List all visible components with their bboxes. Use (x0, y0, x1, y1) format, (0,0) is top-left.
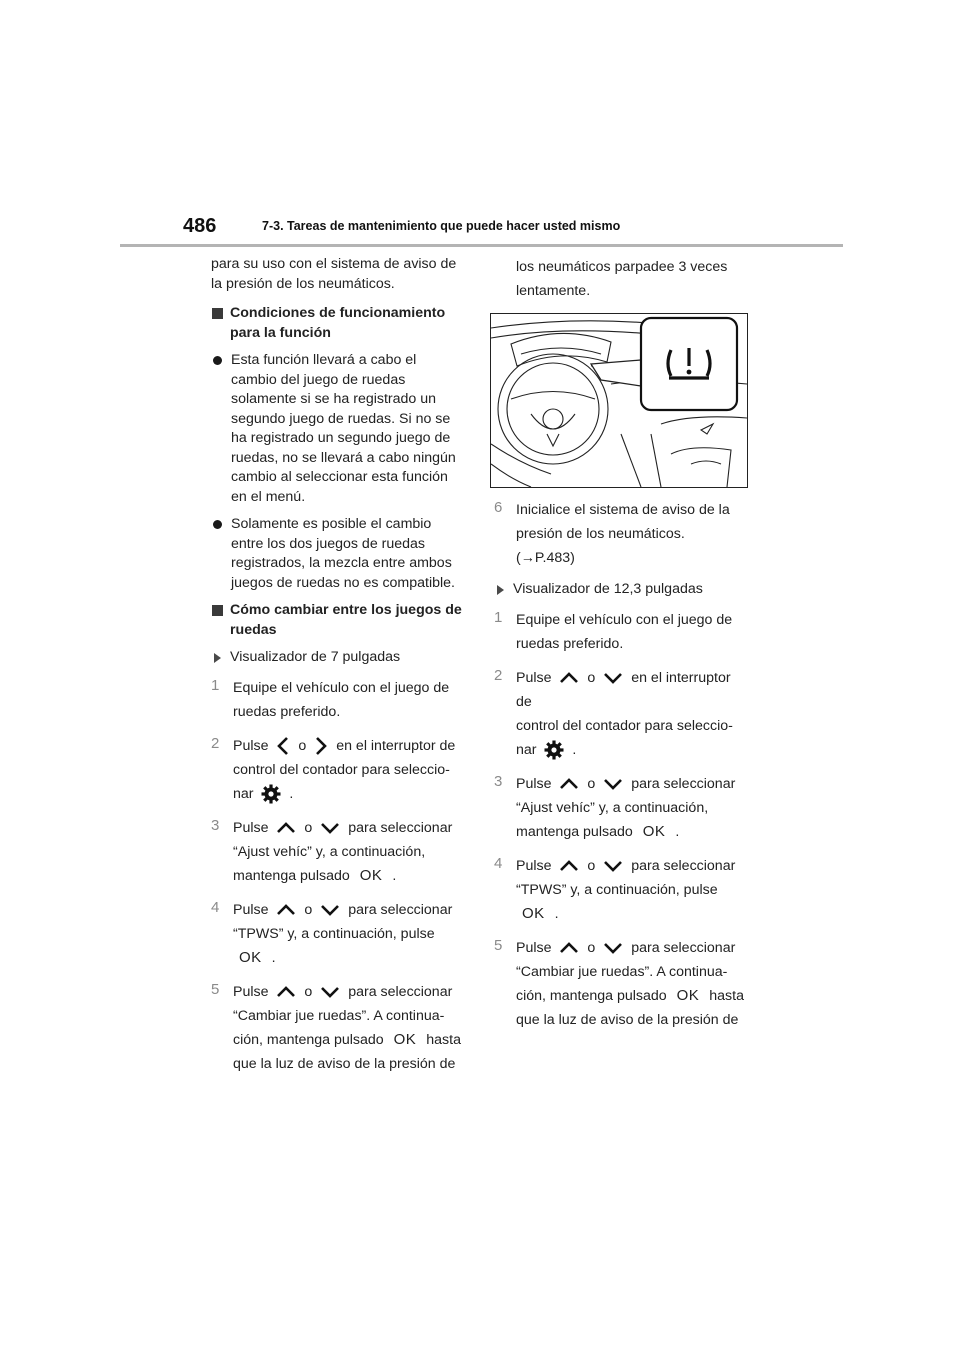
header-rule (120, 244, 843, 247)
section-title: 7-3. Tareas de mantenimiento que puede hacer usted mismo (262, 219, 621, 233)
bullet-item: Solamente es posible el cambio entre los dos juegos de ruedas registrados, la mezcla entre ambos juegos de ruedas no es compatible. (211, 515, 463, 593)
chevron-up-icon (559, 860, 579, 872)
square-bullet-icon (212, 605, 223, 616)
heading-change-wheels: Cómo cambiar entre los juegos de ruedas (211, 601, 463, 640)
continued-text: los neumáticos parpadee 3 veces (516, 259, 728, 275)
page-header (0, 0, 960, 250)
ok-button-symbol: OK (239, 948, 262, 966)
step-2: 2 Pulse o en el interruptor de control del contador para seleccio- nar . (494, 666, 746, 762)
chevron-down-icon (320, 822, 340, 834)
ok-button-symbol: OK (642, 822, 666, 840)
ok-button-symbol: OK (522, 904, 545, 922)
right-column (494, 255, 746, 1042)
step-6: 6 Inicialice el sistema de aviso de la presión de los neumáticos. (→P.483) (494, 498, 746, 570)
step-3: 3 Pulse o para seleccionar “Ajust vehíc” y, a continuación, mantenga pulsado OK . (211, 816, 453, 884)
gear-icon (261, 784, 281, 804)
chevron-up-icon (276, 822, 296, 834)
gear-icon (544, 740, 564, 760)
square-bullet-icon (212, 308, 223, 319)
page-number: 486 (183, 215, 217, 237)
display-type-label: Visualizador de 7 pulgadas (211, 648, 463, 668)
ok-button-symbol: OK (676, 986, 700, 1004)
step-1: 1 Equipe el vehículo con el juego de ruedas preferido. (211, 676, 450, 720)
left-column (211, 255, 463, 1086)
chevron-left-icon (276, 736, 290, 756)
dot-bullet-icon (213, 520, 222, 529)
step-4: 4 Pulse o para seleccionar “TPWS” y, a continuación, pulse OK . (494, 854, 736, 922)
triangle-bullet-icon (497, 585, 504, 595)
chevron-up-icon (559, 778, 579, 790)
page-reference-link[interactable]: (→P.483) (516, 550, 575, 566)
chevron-down-icon (320, 986, 340, 998)
chevron-up-icon (276, 986, 296, 998)
continued-text: lentamente. (516, 283, 591, 299)
dot-bullet-icon (213, 356, 222, 365)
bullet-item: Esta función llevará a cabo el cambio del juego de ruedas solamente si se ha registrado un segundo juego de ruedas. Si no se ha registrado un segundo juego de ruedas, no se llevará a cabo ningún cambio al seleccionar esta función en el menú. (211, 351, 463, 507)
step-1: 1 Equipe el vehículo con el juego de ruedas preferido. (494, 608, 733, 652)
step-2: 2 Pulse o en el interruptor de control del contador para seleccio- nar . (211, 734, 463, 806)
chevron-up-icon (559, 942, 579, 954)
chevron-down-icon (603, 778, 623, 790)
chevron-up-icon (276, 904, 296, 916)
chevron-right-icon (314, 736, 328, 756)
chevron-down-icon (320, 904, 340, 916)
intro-text: para su uso con el sistema de aviso de la presión de los neumáticos. (211, 256, 457, 292)
step-5: 5 Pulse o para seleccionar “Cambiar jue ruedas”. A continua- ción, mantenga pulsado OK hasta que la luz de aviso de la presión de (211, 980, 461, 1072)
heading-conditions: Condiciones de funcionamiento para la función (211, 304, 463, 343)
display-type-label: Visualizador de 12,3 pulgadas (494, 580, 746, 600)
ok-button-symbol: OK (359, 866, 383, 884)
triangle-bullet-icon (214, 653, 221, 663)
dashboard-illustration (490, 313, 748, 488)
tpws-warning-light-illustration (491, 314, 747, 487)
step-3: 3 Pulse o para seleccionar “Ajust vehíc” y, a continuación, mantenga pulsado OK . (494, 772, 736, 840)
chevron-up-icon (559, 672, 579, 684)
chevron-down-icon (603, 942, 623, 954)
ok-button-symbol: OK (393, 1030, 417, 1048)
chevron-down-icon (603, 672, 623, 684)
chevron-down-icon (603, 860, 623, 872)
step-4: 4 Pulse o para seleccionar “TPWS” y, a continuación, pulse OK . (211, 898, 453, 966)
step-5: 5 Pulse o para seleccionar “Cambiar jue ruedas”. A continua- ción, mantenga pulsado OK hasta que la luz de aviso de la presión de (494, 936, 744, 1028)
